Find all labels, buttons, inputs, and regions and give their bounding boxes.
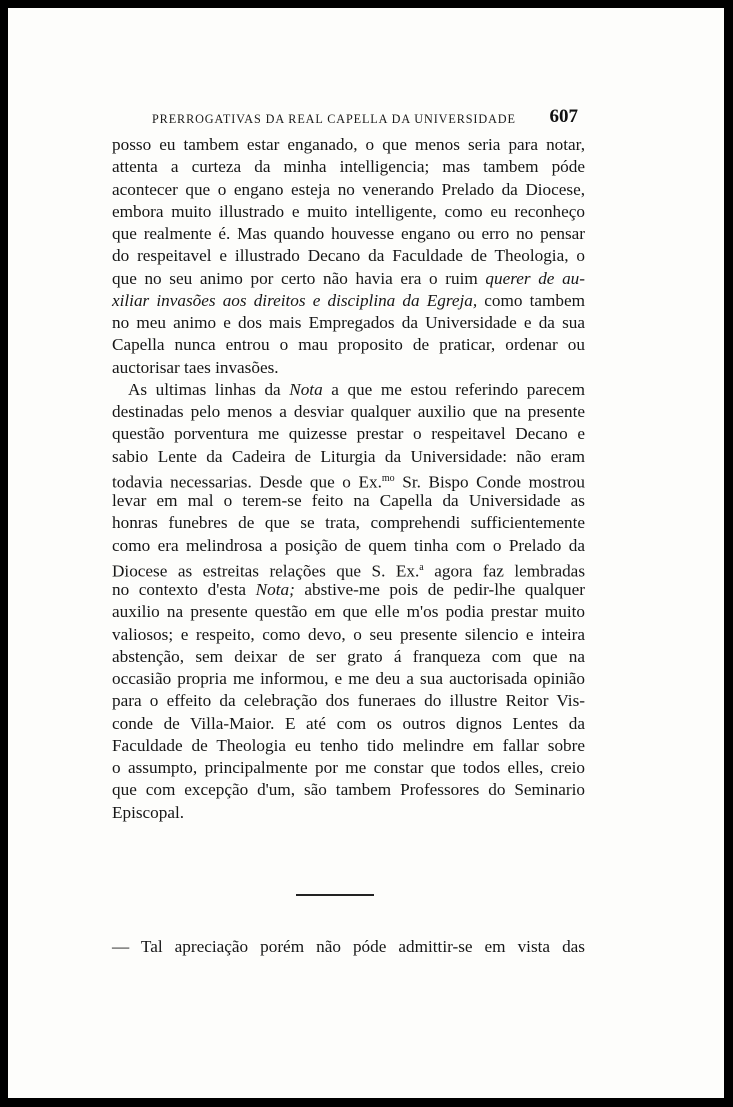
- text-line: destinadas pelo menos a desviar qualquer auxilio que na presente: [112, 402, 585, 421]
- text-line: abstenção, sem deixar de ser grato á franqueza com que na: [112, 646, 585, 666]
- text-line: conde de Villa-Maior. E até com os outros dignos Lentes da: [112, 713, 585, 733]
- text-line: como era melindrosa a posição de quem tinha com o Prelado da: [112, 535, 585, 555]
- text-line: acontecer que o engano esteja no venerando Prelado da Diocese,: [112, 179, 585, 199]
- text-line: que no seu animo por certo não havia era o ruim querer de au-: [112, 268, 585, 288]
- text-line: As ultimas linhas da Nota a que me estou referindo parecem: [128, 379, 585, 399]
- text-line: attenta a curteza da minha intelligencia; mas tambem póde: [112, 157, 585, 177]
- text-line: Episcopal.: [112, 802, 185, 822]
- text-line: posso eu tambem estar enganado, o que menos seria para notar,: [112, 135, 585, 154]
- text-line: sabio Lente da Cadeira de Liturgia da Universidade: não eram: [112, 446, 585, 466]
- text-line: Diocese as estreitas relações que S. Ex.$^a$ agora faz lembradas: [112, 561, 586, 581]
- text-line: auxilio na presente questão em que elle m'os podia prestar muito: [112, 602, 585, 622]
- book-page: [8, 8, 724, 1098]
- text-line: que realmente é. Mas quando houvesse engano ou erro no pensar: [112, 224, 585, 243]
- closing-line: — Tal apreciação porém não póde admittir-se em vista das: [112, 937, 585, 956]
- text-line: embora muito illustrado e muito intelligente, como eu reconheço: [112, 201, 585, 221]
- text-line: o assumpto, principalmente por me constar que todos elles, creio: [112, 758, 585, 777]
- text-line: occasião propria me informou, e me deu a sua auctorisada opinião: [112, 669, 585, 688]
- text-line: xiliar invasões aos direitos e disciplina da Egreja, como tambem: [112, 290, 585, 310]
- text-line: auctorisar taes invasões.: [112, 357, 279, 377]
- text-line: para o effeito da celebração dos funeraes do illustre Reitor Vis-: [112, 691, 585, 711]
- text-line: valiosos; e respeito, como devo, o seu presente silencio e inteira: [112, 624, 585, 644]
- text-line: [112, 936, 585, 958]
- text-line: Faculdade de Theologia eu tenho tido melindre em fallar sobre: [112, 735, 585, 755]
- text-line: questão porventura me quizesse prestar o respeitavel Decano e: [112, 424, 585, 444]
- running-title: PRERROGATIVAS DA REAL CAPELLA DA UNIVERSIDADE: [152, 112, 516, 126]
- section-divider: [296, 894, 374, 896]
- page-header: [152, 106, 584, 130]
- text-line: todavia necessarias. Desde que o Ex.$^{mo}$ Sr. Bispo Conde mostrou: [112, 472, 585, 492]
- text-line: que com excepção d'um, são tambem Professores do Seminario: [112, 780, 585, 800]
- text-line: honras funebres de que se trata, comprehendi sufficientemente: [112, 513, 585, 533]
- page-number: 607: [549, 106, 578, 127]
- text-line: do respeitavel e illustrado Decano da Faculdade de Theologia, o: [112, 246, 585, 266]
- body-text: [112, 134, 585, 824]
- text-line: levar em mal o terem-se feito na Capella da Universidade as: [112, 491, 585, 510]
- text-line: no contexto d'esta Nota; abstive-me pois de pedir-lhe qualquer: [112, 580, 585, 599]
- text-line: Capella nunca entrou o mau proposito de praticar, ordenar ou: [112, 335, 585, 355]
- text-line: no meu animo e dos mais Empregados da Universidade e da sua: [112, 313, 585, 332]
